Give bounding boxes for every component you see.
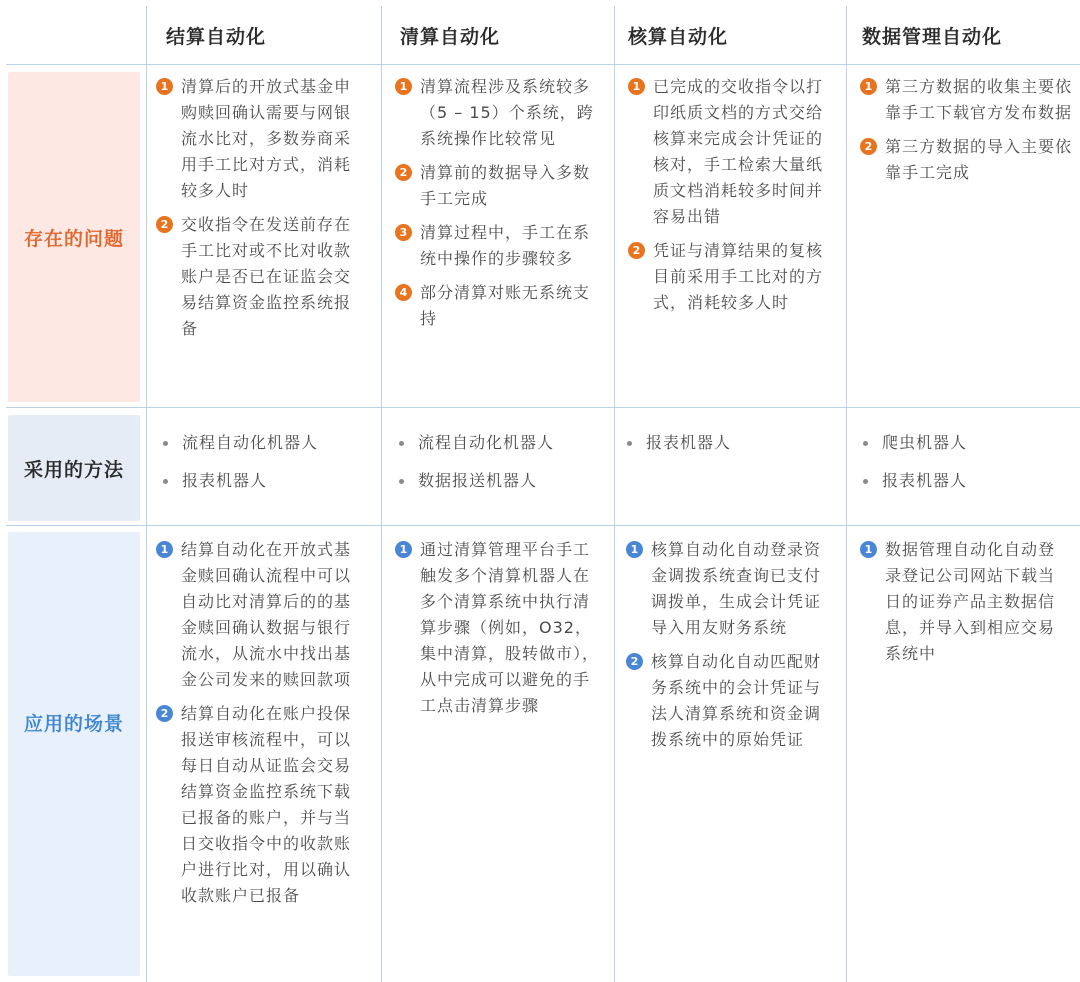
number-badge-icon: 2 — [156, 705, 173, 722]
bullet-dot-icon — [399, 441, 404, 446]
scenarios-data-management-cell — [860, 537, 1070, 675]
number-badge-icon: 1 — [156, 78, 173, 95]
problems-data-management-cell — [860, 74, 1072, 194]
list-item: 2 交收指令在发送前存在手工比对或不比对收款账户是否已在证监会交易结算资金监控系统报备 — [156, 212, 366, 342]
list-item: 1 清算流程涉及系统较多（5 – 15）个系统，跨系统操作比较常见 — [395, 74, 605, 152]
problems-accounting-cell — [628, 74, 836, 324]
list-item: 4 部分清算对账无系统支持 — [395, 280, 605, 332]
methods-clearing-cell — [396, 426, 606, 506]
list-item: 3 清算过程中，手工在系统中操作的步骤较多 — [395, 220, 605, 272]
number-badge-icon: 2 — [860, 138, 877, 155]
bullet-dot-icon — [399, 479, 404, 484]
number-badge-icon: 3 — [395, 224, 412, 241]
column-header-settlement: 结算自动化 — [166, 25, 267, 48]
list-item: 报表机器人 — [860, 468, 1070, 494]
list-item: 2 核算自动化自动匹配财务系统中的会计凭证与法人清算系统和资金调拨系统中的原始凭证 — [626, 649, 836, 753]
number-badge-icon: 1 — [156, 541, 173, 558]
bullet-dot-icon — [163, 441, 168, 446]
number-badge-icon: 1 — [395, 78, 412, 95]
bullet-dot-icon — [163, 479, 168, 484]
list-item: 报表机器人 — [624, 430, 834, 456]
column-header-clearing: 清算自动化 — [400, 25, 501, 48]
number-badge-icon: 2 — [395, 164, 412, 181]
column-header-accounting: 核算自动化 — [628, 25, 729, 48]
problems-settlement-cell — [156, 74, 366, 350]
list-item: 2 第三方数据的导入主要依靠手工完成 — [860, 134, 1072, 186]
column-divider — [846, 6, 847, 982]
methods-accounting-cell — [624, 426, 834, 468]
list-item: 数据报送机器人 — [396, 468, 606, 494]
list-item: 2 结算自动化在账户投保报送审核流程中，可以每日自动从证监会交易结算资金监控系统下载已报备的账户，并与当日交收指令中的收款账户进行比对，用以确认收款账户已报备 — [156, 701, 366, 909]
list-item: 1 数据管理自动化自动登录登记公司网站下载当日的证券产品主数据信息，并导入到相应交易系统中 — [860, 537, 1070, 667]
number-badge-icon: 4 — [395, 284, 412, 301]
list-item: 1 结算自动化在开放式基金赎回确认流程中可以自动比对清算后的的基金赎回确认数据与银行流水，从流水中找出基金公司发来的赎回款项 — [156, 537, 366, 693]
scenarios-clearing-cell — [395, 537, 605, 727]
row-divider — [6, 407, 1080, 408]
list-item: 流程自动化机器人 — [160, 430, 370, 456]
bullet-dot-icon — [863, 479, 868, 484]
row-divider — [6, 525, 1080, 526]
list-item: 1 通过清算管理平台手工触发多个清算机器人在多个清算系统中执行清算步骤（例如，O32，集中清算，股转做市），从中完成可以避免的手工点击清算步骤 — [395, 537, 605, 719]
methods-data-management-cell — [860, 426, 1070, 506]
number-badge-icon: 2 — [156, 216, 173, 233]
list-item: 1 第三方数据的收集主要依靠手工下载官方发布数据 — [860, 74, 1072, 126]
list-item: 2 凭证与清算结果的复核目前采用手工比对的方式，消耗较多人时 — [628, 238, 836, 316]
list-item: 爬虫机器人 — [860, 430, 1070, 456]
number-badge-icon: 1 — [626, 541, 643, 558]
column-header-data-management: 数据管理自动化 — [862, 25, 1003, 48]
row-label-problems: 存在的问题 — [23, 227, 124, 250]
list-item: 2 清算前的数据导入多数手工完成 — [395, 160, 605, 212]
column-divider — [614, 6, 615, 982]
bullet-dot-icon — [627, 441, 632, 446]
problems-clearing-cell — [395, 74, 605, 340]
number-badge-icon: 2 — [626, 653, 643, 670]
row-label-scenarios: 应用的场景 — [23, 712, 124, 735]
scenarios-accounting-cell — [626, 537, 836, 761]
row-divider — [6, 64, 1080, 65]
list-item: 报表机器人 — [160, 468, 370, 494]
scenarios-settlement-cell — [156, 537, 366, 917]
list-item: 1 已完成的交收指令以打印纸质文档的方式交给核算来完成会计凭证的核对，手工检索大量纸质文档消耗较多时间并容易出错 — [628, 74, 836, 230]
list-item: 1 清算后的开放式基金申购赎回确认需要与网银流水比对，多数券商采用手工比对方式，消耗较多人时 — [156, 74, 366, 204]
row-label-methods: 采用的方法 — [23, 458, 124, 481]
methods-settlement-cell — [160, 426, 370, 506]
column-divider — [146, 6, 147, 982]
column-divider — [381, 6, 382, 982]
number-badge-icon: 1 — [395, 541, 412, 558]
number-badge-icon: 1 — [628, 78, 645, 95]
number-badge-icon: 1 — [860, 78, 877, 95]
number-badge-icon: 2 — [628, 242, 645, 259]
bullet-dot-icon — [863, 441, 868, 446]
list-item: 流程自动化机器人 — [396, 430, 606, 456]
number-badge-icon: 1 — [860, 541, 877, 558]
list-item: 1 核算自动化自动登录资金调拨系统查询已支付调拨单，生成会计凭证导入用友财务系统 — [626, 537, 836, 641]
